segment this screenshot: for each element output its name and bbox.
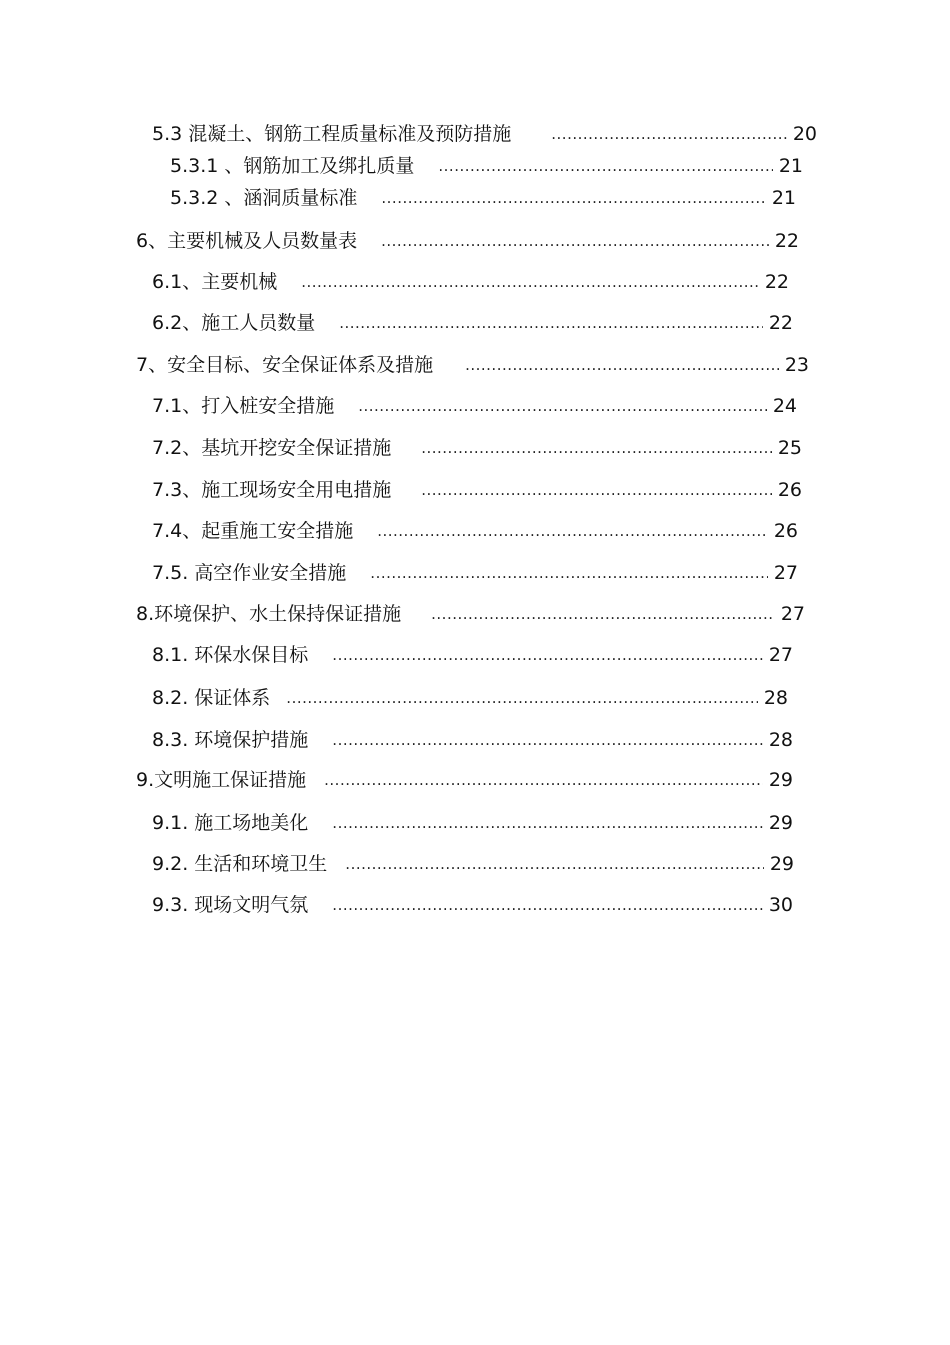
entry-title: 8.2. 保证体系 — [152, 687, 271, 709]
dot-leader — [370, 559, 768, 587]
entry-page-number: 29 — [768, 812, 793, 834]
toc-entry-5-3 — [152, 120, 817, 148]
entry-title: 5.3.2 、涵洞质量标准 — [170, 187, 358, 209]
entry-page-number: 22 — [774, 230, 799, 252]
toc-entry-9 — [136, 766, 793, 794]
entry-page-number: 30 — [768, 894, 793, 916]
toc-entry-6-2 — [152, 309, 793, 337]
entry-title: 6.1、主要机械 — [152, 271, 278, 293]
entry-page-number: 29 — [769, 853, 794, 875]
entry-title: 6、主要机械及人员数量表 — [136, 230, 358, 252]
entry-page-number: 28 — [768, 729, 793, 751]
entry-page-number: 22 — [768, 312, 793, 334]
dot-leader — [332, 809, 763, 837]
toc-entry-9-1 — [152, 809, 793, 837]
dot-leader — [551, 120, 787, 148]
entry-page-number: 27 — [773, 562, 798, 584]
dot-leader — [381, 227, 769, 255]
toc-entry-6-1 — [152, 268, 789, 296]
dot-leader — [301, 268, 759, 296]
dot-leader — [358, 392, 767, 420]
dot-leader — [286, 684, 758, 712]
entry-title: 7.4、起重施工安全措施 — [152, 520, 354, 542]
toc-entry-7-4 — [152, 517, 798, 545]
toc-entry-5-3-2 — [170, 184, 796, 212]
toc-entry-7 — [136, 351, 809, 379]
toc-entry-7-5 — [152, 559, 798, 587]
entry-title: 8.3. 环境保护措施 — [152, 729, 309, 751]
dot-leader — [332, 891, 763, 919]
entry-title: 9.1. 施工场地美化 — [152, 812, 309, 834]
toc-entry-9-2 — [152, 850, 794, 878]
entry-title: 9.3. 现场文明气氛 — [152, 894, 309, 916]
dot-leader — [438, 152, 772, 180]
toc-entry-9-3 — [152, 891, 793, 919]
entry-page-number: 28 — [763, 687, 788, 709]
entry-page-number: 25 — [777, 437, 802, 459]
entry-page-number: 21 — [771, 187, 796, 209]
dot-leader — [381, 184, 765, 212]
toc-entry-8 — [136, 600, 805, 628]
toc-entry-8-1 — [152, 641, 793, 669]
entry-page-number: 24 — [772, 395, 797, 417]
entry-title: 7.2、基坑开挖安全保证措施 — [152, 437, 392, 459]
toc-entry-7-2 — [152, 434, 802, 462]
entry-page-number: 27 — [768, 644, 793, 666]
entry-title: 9.文明施工保证措施 — [136, 769, 307, 791]
entry-page-number: 22 — [764, 271, 789, 293]
entry-title: 5.3 混凝土、钢筋工程质量标准及预防措施 — [152, 123, 512, 145]
entry-page-number: 20 — [792, 123, 817, 145]
dot-leader — [332, 726, 763, 754]
dot-leader — [377, 517, 768, 545]
entry-page-number: 29 — [768, 769, 793, 791]
entry-page-number: 23 — [784, 354, 809, 376]
toc-entry-6 — [136, 227, 799, 255]
entry-title: 8.环境保护、水土保持保证措施 — [136, 603, 402, 625]
entry-title: 5.3.1 、钢筋加工及绑扎质量 — [170, 155, 415, 177]
dot-leader — [431, 600, 775, 628]
entry-page-number: 27 — [780, 603, 805, 625]
toc-entry-8-3 — [152, 726, 793, 754]
toc-entry-5-3-1 — [170, 152, 803, 180]
dot-leader — [339, 309, 763, 337]
dot-leader — [421, 476, 772, 504]
entry-title: 7、安全目标、安全保证体系及措施 — [136, 354, 434, 376]
toc-entry-7-1 — [152, 392, 797, 420]
dot-leader — [345, 850, 764, 878]
entry-title: 7.5. 高空作业安全措施 — [152, 562, 347, 584]
entry-title: 6.2、施工人员数量 — [152, 312, 316, 334]
entry-title: 8.1. 环保水保目标 — [152, 644, 309, 666]
entry-title: 9.2. 生活和环境卫生 — [152, 853, 328, 875]
dot-leader — [421, 434, 772, 462]
dot-leader — [324, 766, 763, 794]
toc-entry-8-2 — [152, 684, 788, 712]
entry-title: 7.1、打入桩安全措施 — [152, 395, 335, 417]
entry-title: 7.3、施工现场安全用电措施 — [152, 479, 392, 501]
entry-page-number: 26 — [773, 520, 798, 542]
dot-leader — [332, 641, 763, 669]
entry-page-number: 21 — [778, 155, 803, 177]
entry-page-number: 26 — [777, 479, 802, 501]
toc-entry-7-3 — [152, 476, 802, 504]
dot-leader — [465, 351, 779, 379]
